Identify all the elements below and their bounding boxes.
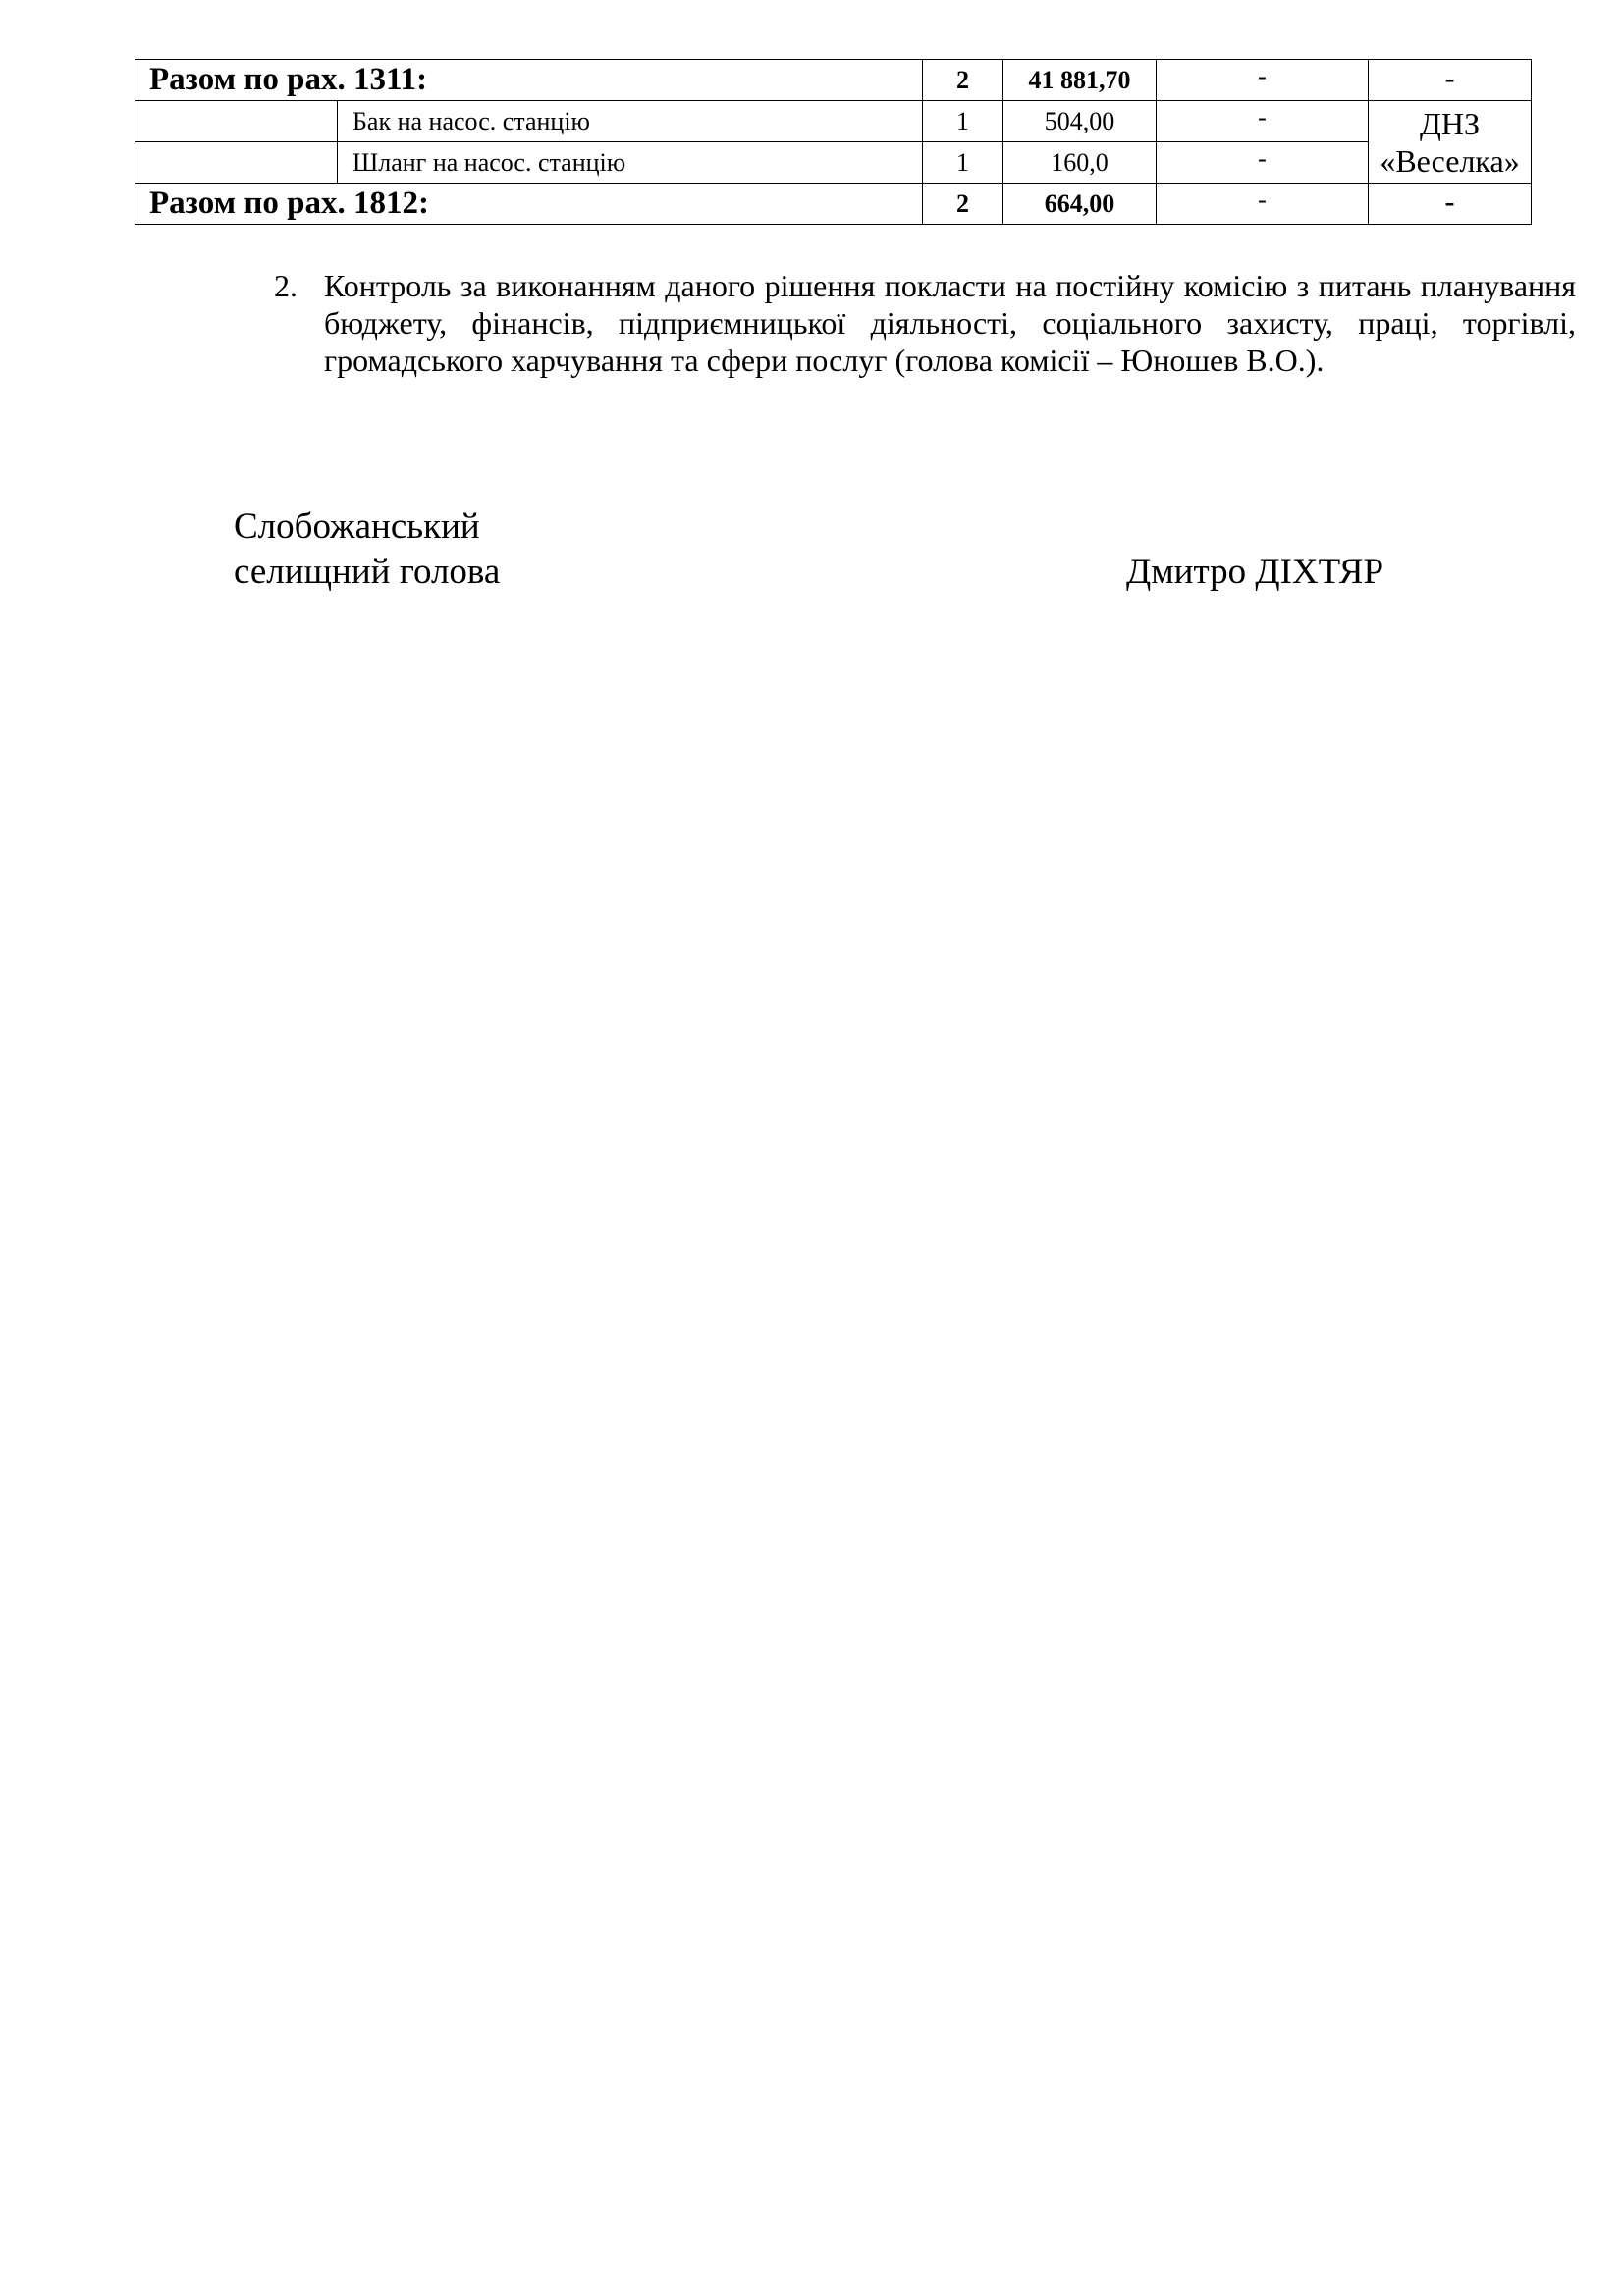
empty-value: - [1369, 184, 1532, 225]
recipient-line: «Веселка» [1380, 143, 1520, 179]
empty-value: - [1157, 101, 1369, 142]
signature-position [234, 505, 500, 595]
budget-table [135, 59, 1532, 225]
table-row [135, 101, 1532, 142]
table-row [135, 60, 1532, 101]
total-label: Разом по рах. 1311: [135, 60, 923, 101]
item-quantity: 1 [923, 142, 1003, 184]
total-quantity: 2 [923, 184, 1003, 225]
empty-value: - [1157, 142, 1369, 184]
total-quantity: 2 [923, 60, 1003, 101]
total-label: Разом по рах. 1812: [135, 184, 923, 225]
signatory-name: Дмитро ДІХТЯР [1126, 552, 1384, 592]
table-row [135, 184, 1532, 225]
item-amount: 160,0 [1003, 142, 1157, 184]
empty-value: - [1369, 60, 1532, 101]
recipient-cell [1369, 101, 1532, 184]
recipient-line: ДНЗ [1420, 106, 1480, 141]
empty-value: - [1157, 60, 1369, 101]
table-row [135, 142, 1532, 184]
resolution-text: Контроль за виконанням даного рішення покласти на постійну комісію з питань планування бюджету, фінансів, підприємницької діяльності, соціального захисту, праці, торгівлі, громадського харчування та сфери послуг (голова комісії – Юношев В.О.). [324, 268, 1576, 378]
item-quantity: 1 [923, 101, 1003, 142]
resolution-number: 2. [274, 268, 298, 303]
total-amount: 41 881,70 [1003, 60, 1157, 101]
total-amount: 664,00 [1003, 184, 1157, 225]
position-line: Слобожанський [234, 507, 480, 547]
resolution-item [270, 267, 1576, 379]
position-line: селищний голова [234, 552, 501, 592]
item-name: Бак на насос. станцію [338, 101, 923, 142]
item-amount: 504,00 [1003, 101, 1157, 142]
item-name: Шланг на насос. станцію [338, 142, 923, 184]
empty-cell [135, 142, 338, 184]
empty-cell [135, 101, 338, 142]
empty-value: - [1157, 184, 1369, 225]
